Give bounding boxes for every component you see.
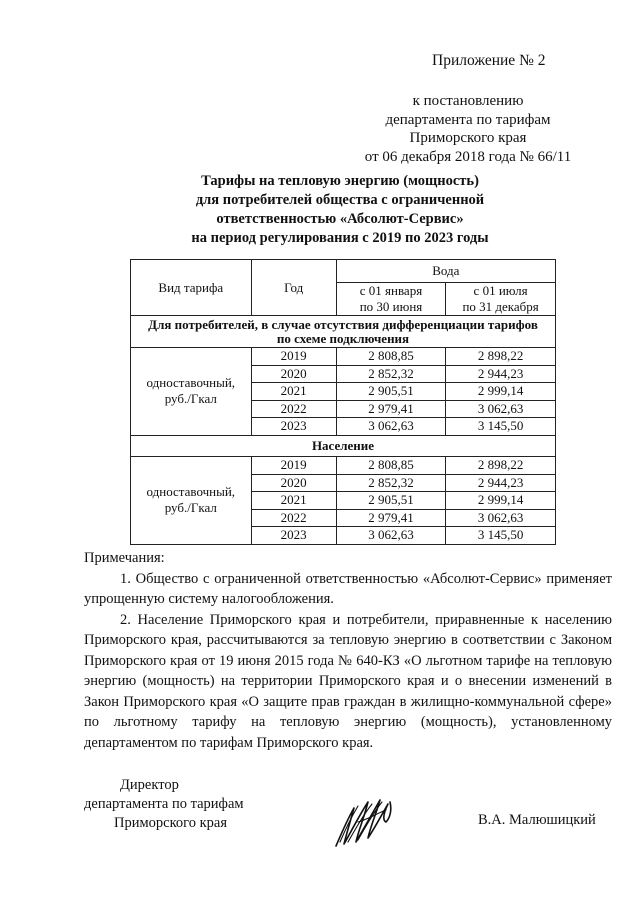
- year-cell: 2019: [251, 457, 336, 475]
- column-header-tariff-type: Вид тарифа: [131, 260, 252, 316]
- table-row: [131, 457, 556, 475]
- basis-line: к постановлению: [412, 93, 524, 109]
- tariff-h1-cell: 3 062,63: [336, 418, 445, 436]
- tariff-h1-cell: 2 852,32: [336, 474, 445, 492]
- section-row: [131, 316, 556, 348]
- tariff-h2-cell: 2 944,23: [446, 474, 556, 492]
- resolution-reference: [338, 92, 598, 166]
- tariff-h1-cell: 2 979,41: [336, 400, 445, 418]
- notes-section: [84, 548, 612, 753]
- year-cell: 2021: [251, 383, 336, 401]
- column-header-period-1: [336, 283, 445, 316]
- tariff-h2-cell: 2 999,14: [446, 383, 556, 401]
- tariff-h1-cell: 2 808,85: [336, 348, 445, 366]
- basis-line: от 06 декабря 2018 года № 66/11: [364, 148, 572, 165]
- note-item-1: 1. Общество с ограниченной ответственностью «Абсолют-Сервис» применяет упрощенную систему налогообложения.: [84, 570, 612, 607]
- basis-line: департамента по тарифам: [385, 111, 551, 128]
- note-item-2: 2. Население Приморского края и потребители, приравненные к населению Приморского края, рассчитываются за тепловую энергию в соответствии с Законом Приморского края от 19 июня 2015 года № 640-КЗ «О льготном тарифе на тепловую энергию (мощность) на территории Приморского края и о внесении изменений в Закон Приморского края «О защите прав граждан в жилищно-коммунальной сфере» по льготному тарифу на тепловую энергию (мощность), установленному департаментом по тарифам Приморского края.: [84, 611, 612, 751]
- title-line: ответственностью «Абсолют-Сервис»: [216, 211, 464, 227]
- year-cell: 2021: [251, 492, 336, 510]
- year-cell: 2020: [251, 474, 336, 492]
- column-header-period-2: [446, 283, 556, 316]
- column-header-water: Вода: [336, 260, 555, 283]
- tariff-h2-cell: 2 898,22: [446, 457, 556, 475]
- period-1-line-2: по 30 июня: [359, 299, 423, 314]
- title-line: на период регулирования с 2019 по 2023 годы: [191, 230, 489, 246]
- handwritten-signature: [328, 792, 394, 850]
- year-cell: 2019: [251, 348, 336, 366]
- tariff-h2-cell: 3 145,50: [446, 527, 556, 545]
- tariff-type-line: одноставочный,: [146, 375, 236, 391]
- basis-line: Приморского края: [409, 130, 527, 146]
- tariff-h1-cell: 3 062,63: [336, 527, 445, 545]
- signer-name: В.А. Малюшицкий: [478, 812, 596, 828]
- period-1-line-1: с 01 января: [359, 283, 423, 298]
- period-2-line-2: по 31 декабря: [462, 299, 539, 314]
- appendix-label: Приложение № 2: [432, 52, 546, 69]
- tariff-h1-cell: 2 852,32: [336, 365, 445, 383]
- table-row: [131, 348, 556, 366]
- year-cell: 2023: [251, 527, 336, 545]
- section-row: [131, 435, 556, 457]
- tariff-type-cell: [131, 457, 252, 545]
- tariff-h2-cell: 2 999,14: [446, 492, 556, 510]
- year-cell: 2023: [251, 418, 336, 436]
- tariff-table: [130, 259, 556, 545]
- tariff-h1-cell: 2 979,41: [336, 509, 445, 527]
- title-line: для потребителей общества с ограниченной: [195, 192, 485, 208]
- column-header-year: Год: [251, 260, 336, 316]
- director-line-3: Приморского края: [114, 815, 228, 831]
- tariff-h1-cell: 2 905,51: [336, 492, 445, 510]
- tariff-h2-cell: 3 062,63: [446, 509, 556, 527]
- title-line: Тарифы на тепловую энергию (мощность): [201, 173, 479, 189]
- year-cell: 2020: [251, 365, 336, 383]
- tariff-unit-line: руб./Гкал: [164, 391, 217, 407]
- year-cell: 2022: [251, 400, 336, 418]
- tariff-h2-cell: 3 062,63: [446, 400, 556, 418]
- tariff-h2-cell: 2 944,23: [446, 365, 556, 383]
- director-line-2: департамента по тарифам: [84, 796, 244, 812]
- director-line-1: Директор: [120, 777, 179, 793]
- document-title: [120, 172, 560, 248]
- notes-heading: Примечания:: [84, 550, 165, 566]
- tariff-h2-cell: 2 898,22: [446, 348, 556, 366]
- tariff-type-cell: [131, 348, 252, 436]
- director-title: [84, 776, 244, 833]
- table-header-row: [131, 260, 556, 283]
- section-title-population: Население: [131, 435, 556, 457]
- section-title-line: Для потребителей, в случае отсутствия дифференциации тарифов: [148, 317, 538, 332]
- period-2-line-1: с 01 июля: [473, 283, 528, 298]
- section-title-line: по схеме подключения: [276, 330, 410, 346]
- year-cell: 2022: [251, 509, 336, 527]
- section-title-general: [131, 316, 556, 348]
- tariff-h1-cell: 2 808,85: [336, 457, 445, 475]
- tariff-type-line: одноставочный,: [146, 484, 236, 500]
- tariff-h2-cell: 3 145,50: [446, 418, 556, 436]
- tariff-h1-cell: 2 905,51: [336, 383, 445, 401]
- tariff-unit-line: руб./Гкал: [164, 500, 217, 516]
